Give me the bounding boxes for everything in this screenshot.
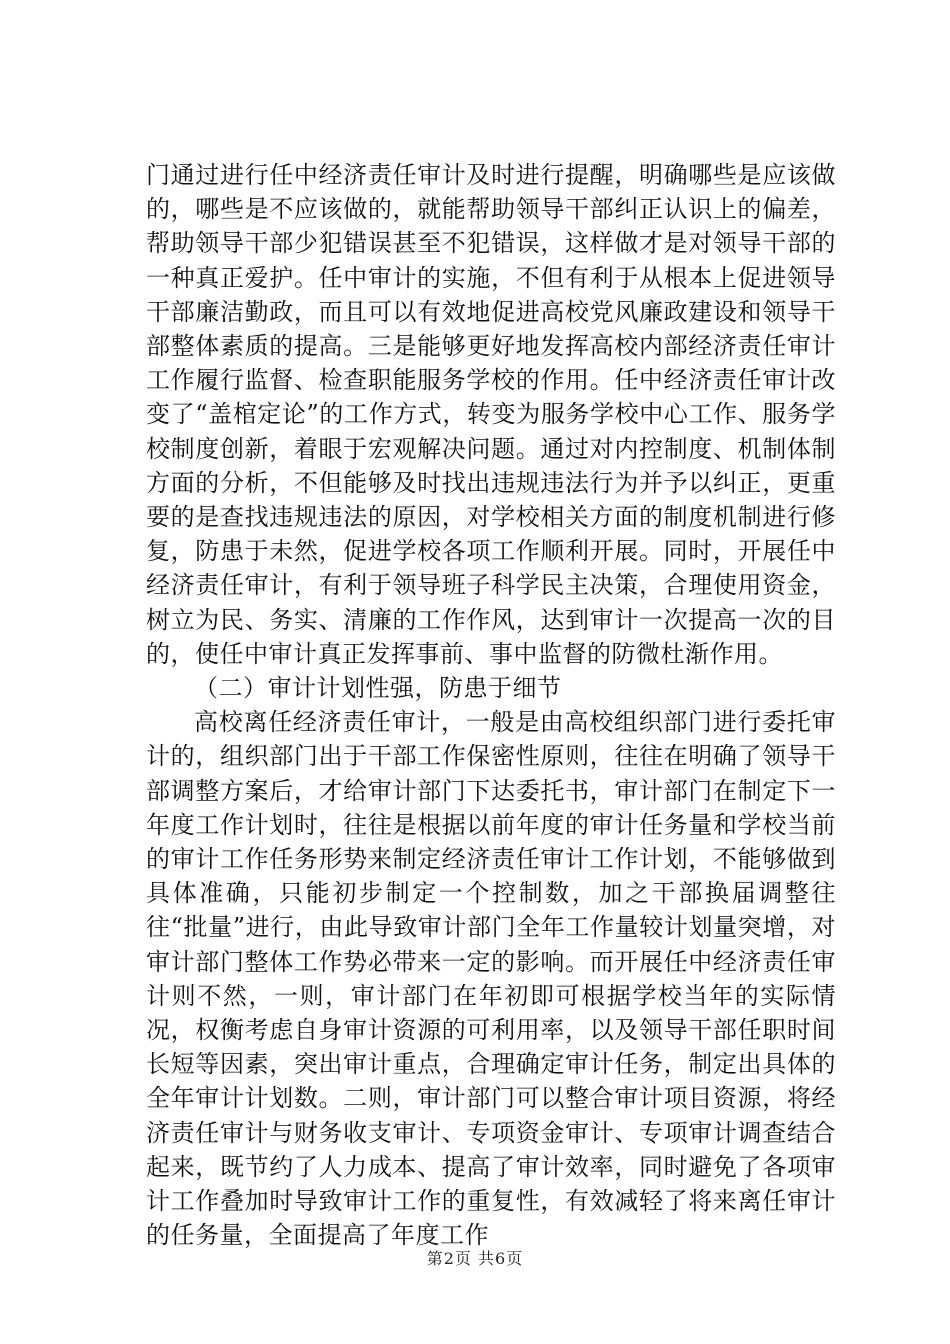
paragraph-continuation: 门通过进行任中经济责任审计及时进行提醒，明确哪些是应该做的，哪些是不应该做的，就能帮助领导干部纠正认识上的偏差，帮助领导干部少犯错误甚至不犯错误，这样做才是对领导干部的一种真正爱护。任中审计的实施，不但有利于从根本上促进领导干部廉洁勤政，而且可以有效地促进高校党风廉政建设和领导干部整体素质的提高。三是能够更好地发挥高校内部经济责任审计工作履行监督、检查职能服务学校的作用。任中经济责任审计改变了“盖棺定论”的工作方式，转变为服务学校中心工作、服务学校制度创新，着眼于宏观解决问题。通过对内控制度、机制体制方面的分析，不但能够及时找出违规违法行为并予以纠正，更重要的是查找违规违法的原因，对学校相关方面的制度机制进行修复，防患于未然，促进学校各项工作顺利开展。同时，开展任中经济责任审计，有利于领导班子科学民主决策，合理使用资金，树立为民、务实、清廉的工作作风，达到审计一次提高一次的目的，使任中审计真正发挥事前、事中监督的防微杜渐作用。 [146, 161, 836, 668]
section-heading: （二）审计计划性强，防患于细节 [194, 674, 562, 703]
document-body [146, 158, 836, 1253]
paragraph: 高校离任经济责任审计，一般是由高校组织部门进行委托审计的，组织部门出于干部工作保密性原则，往往在明确了领导干部调整方案后，才给审计部门下达委托书，审计部门在制定下一年度工作计划时，往往是根据以前年度的审计任务量和学校当前的审计工作任务形势来制定经济责任审计工作计划，不能够做到具体准确，只能初步制定一个控制数，加之干部换届调整往往“批量”进行，由此导致审计部门全年工作量较计划量突增，对审计部门整体工作势必带来一定的影响。而开展任中经济责任审计则不然，一则，审计部门在年初即可根据学校当年的实际情况，权衡考虑自身审计资源的可利用率，以及领导干部任职时间长短等因素，突出审计重点，合理确定审计任务，制定出具体的全年审计计划数。二则，审计部门可以整合审计项目资源，将经济责任审计与财务收支审计、专项资金审计、专项审计调查结合起来，既节约了人力成本、提高了审计效率，同时避免了各项审计工作叠加时导致审计工作的重复性，有效减轻了将来离任审计的任务量，全面提高了年度工作 [146, 708, 836, 1250]
page-number: 第2页 共6页 [426, 1249, 524, 1268]
